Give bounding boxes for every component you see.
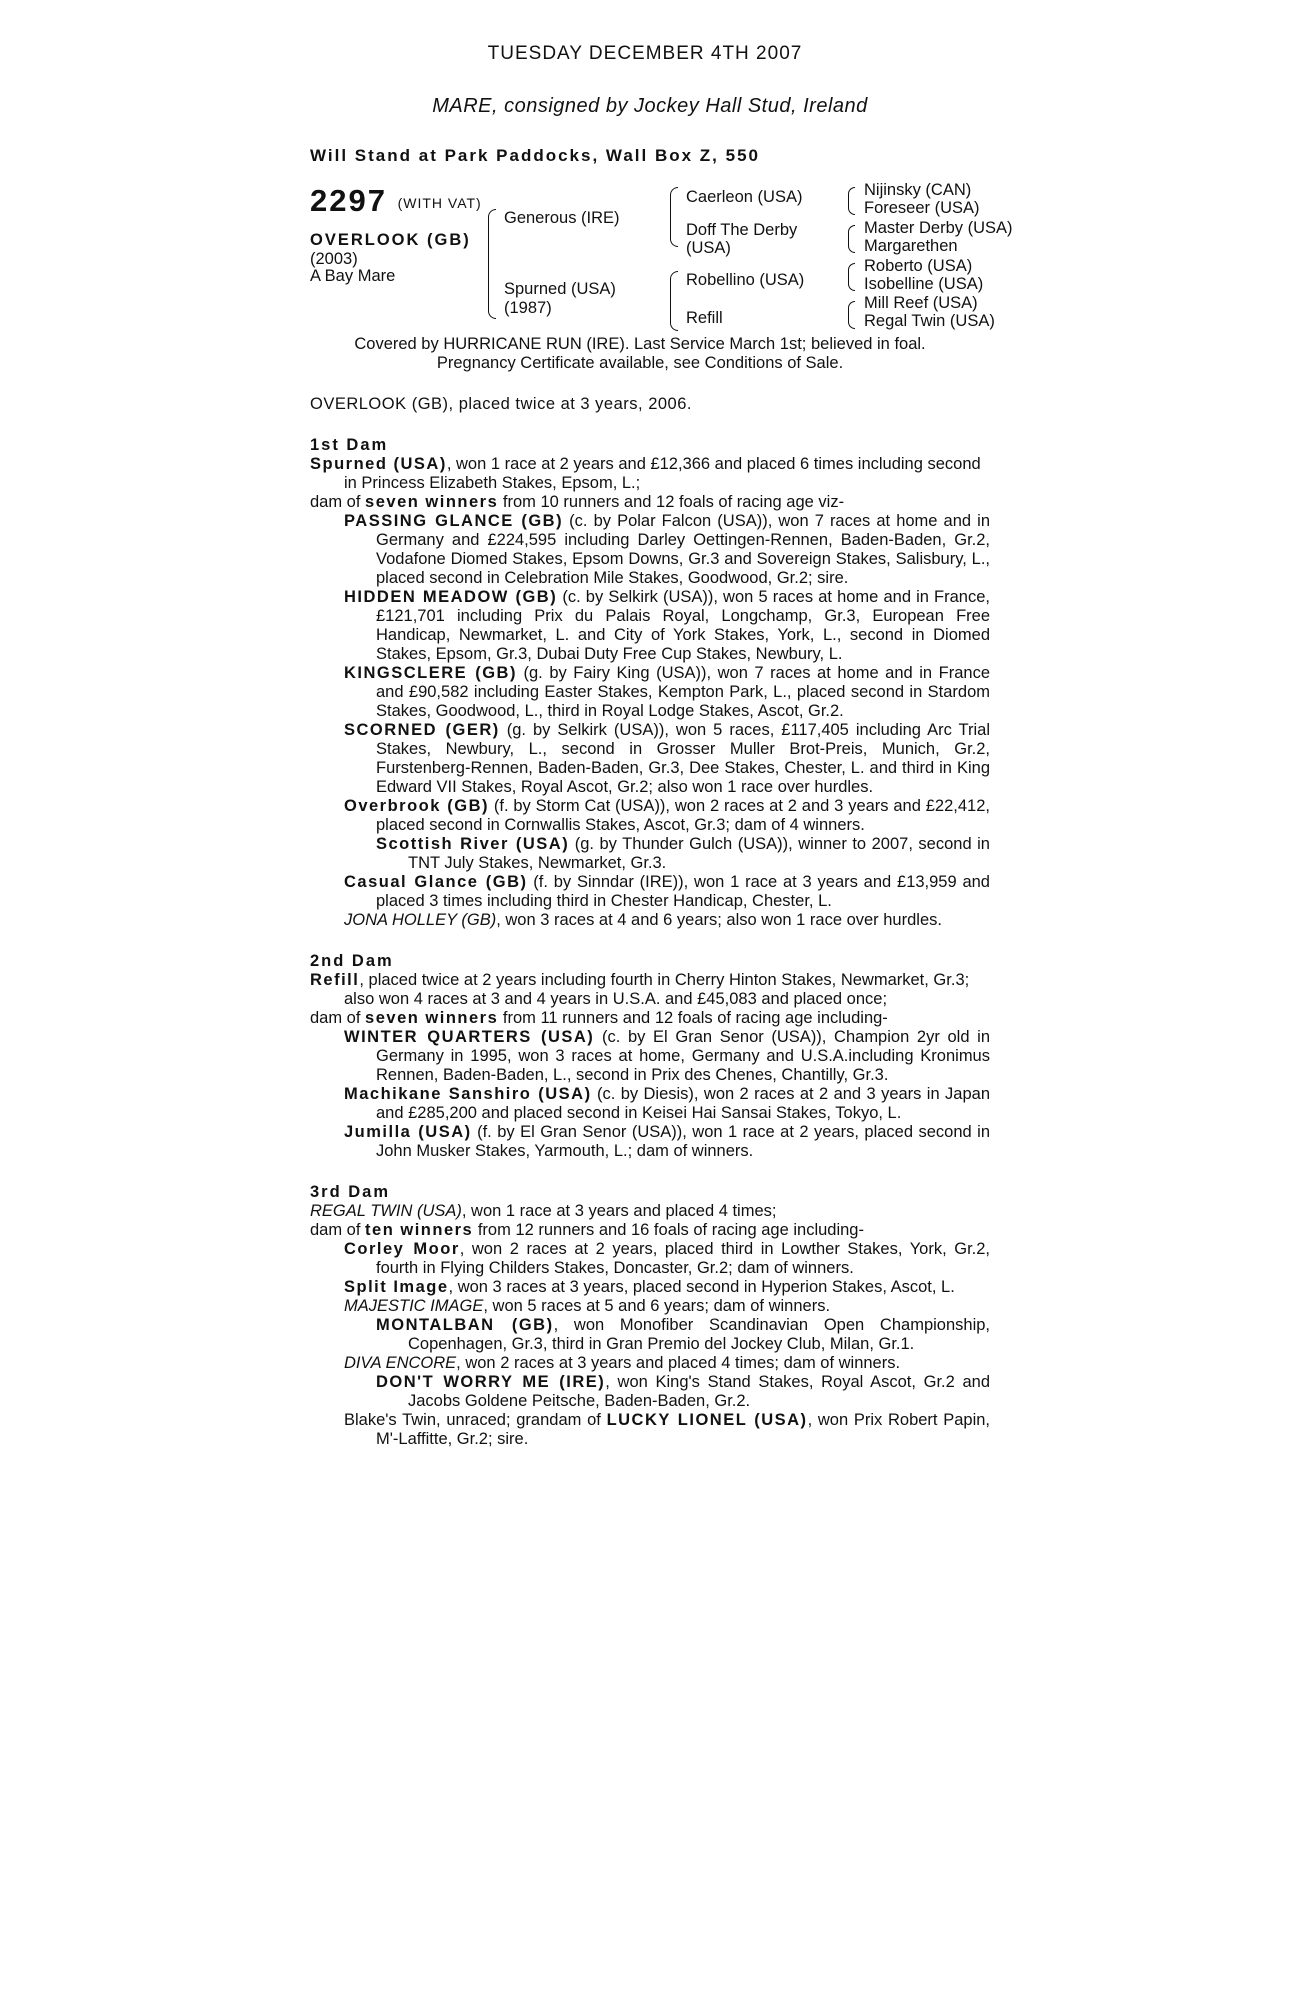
brace-sire-line [670, 187, 678, 247]
sale-date: TUESDAY DECEMBER 4TH 2007 [487, 43, 803, 64]
brace-g12 [848, 187, 855, 215]
produce-entry: MAJESTIC IMAGE, won 5 races at 5 and 6 years; dam of winners. [344, 1297, 831, 1315]
third-dam-heading: 3rd Dam [310, 1183, 391, 1201]
horse-year: (2003) [310, 250, 358, 268]
brace-sire-dam [488, 209, 496, 319]
produce-entry: HIDDEN MEADOW (GB) (c. by Selkirk (USA)), won 5 races at home and in France, £121,701 including Prix du Palais Royal, Longchamp, Gr.3, European Free Handicap, Newmarket, L. and City of York Stakes, York, L., second in Diomed Stakes, Epsom, Gr.3, Dubai Duty Free Cup Stakes, Newbury, L. [344, 588, 990, 663]
pedigree-sire-dam: Doff The Derby [686, 221, 798, 239]
third-dam-record: REGAL TWIN (USA), won 1 race at 3 years and placed 4 times; [310, 1202, 777, 1220]
first-dam-section [310, 436, 990, 930]
pedigree-g1: Nijinsky (CAN) [864, 181, 972, 199]
brace-dam-line [670, 271, 678, 331]
vat-note: (WITH VAT) [397, 194, 482, 211]
horse-description: A Bay Mare [310, 267, 396, 285]
pedigree-g5: Roberto (USA) [864, 257, 973, 275]
produce-entry: SCORNED (GER) (g. by Selkirk (USA)), won 5 races, £117,405 including Arc Trial Stakes, Newbury, L., second in Grosser Muller Brot-Preis, Munich, Gr.2, Furstenberg-Rennen, Baden-Baden, Gr.3, Dee Stakes, Chester, L. and third in King Edward VII Stakes, Royal Ascot, Gr.2; also won 1 race over hurdles. [344, 721, 990, 796]
pedigree-g6: Isobelline (USA) [864, 275, 984, 293]
produce-entry: KINGSCLERE (GB) (g. by Fairy King (USA)), won 7 races at home and in France and £90,582 including Easter Stakes, Kempton Park, L., placed second in Stardom Stakes, Goodwood, L., third in Royal Lodge Stakes, Ascot, Gr.2. [344, 664, 991, 720]
produce-sub-entry: DON'T WORRY ME (IRE), won King's Stand Stakes, Royal Ascot, Gr.2 and Jacobs Goldene Peitsche, Baden-Baden, Gr.2. [376, 1373, 991, 1410]
third-dam-produce-summary: dam of ten winners from 12 runners and 16 foals of racing age including- [310, 1221, 864, 1239]
consignment-line: MARE, consigned by Jockey Hall Stud, Ireland [432, 95, 868, 117]
pedigree-g3: Master Derby (USA) [864, 219, 1013, 237]
produce-entry: Corley Moor, won 2 races at 2 years, placed third in Lowther Stakes, York, Gr.2, fourth in Flying Childers Stakes, Doncaster, Gr.2; dam of winners. [344, 1240, 991, 1277]
produce-entry: JONA HOLLEY (GB), won 3 races at 4 and 6 years; also won 1 race over hurdles. [344, 911, 942, 929]
pedigree-g4: Margarethen [864, 237, 958, 255]
produce-entry: Jumilla (USA) (f. by El Gran Senor (USA)), won 1 race at 2 years, placed second in John Musker Stakes, Yarmouth, L.; dam of winners. [344, 1123, 990, 1160]
produce-sub-entry: MONTALBAN (GB), won Monofiber Scandinavian Open Championship, Copenhagen, Gr.3, third in Gran Premio del Jockey Club, Milan, Gr.1. [376, 1316, 990, 1353]
first-dam-heading: 1st Dam [310, 436, 389, 454]
first-dam-produce-summary: dam of seven winners from 10 runners and 12 foals of racing age viz- [310, 493, 845, 511]
pedigree-g8: Regal Twin (USA) [864, 312, 995, 330]
produce-entry: Casual Glance (GB) (f. by Sinndar (IRE)), won 1 race at 3 years and £13,959 and placed 3 times including third in Chester Handicap, Chester, L. [344, 873, 990, 910]
pedigree-dam-sire: Robellino (USA) [686, 271, 805, 289]
produce-sub-entry: Scottish River (USA) (g. by Thunder Gulch (USA)), winner to 2007, second in TNT July Stakes, Newmarket, Gr.3. [376, 835, 990, 872]
pedigree-dam-year: (1987) [504, 299, 552, 317]
pedigree-dam: Spurned (USA) [504, 280, 616, 298]
brace-g56 [848, 263, 855, 291]
produce-entry: PASSING GLANCE (GB) (c. by Polar Falcon (USA)), won 7 races at home and in Germany and £224,595 including Darley Oettingen-Rennen, Baden-Baden, Gr.2, Vodafone Diomed Stakes, Epsom Downs, Gr.3 and Sovereign Stakes, Salisbury, L., placed second in Celebration Mile Stakes, Goodwood, Gr.2; sire. [344, 512, 990, 587]
brace-g78 [848, 301, 855, 329]
pedigree-sire-sire: Caerleon (USA) [686, 188, 803, 206]
covered-line-1: Covered by HURRICANE RUN (IRE). Last Service March 1st; believed in foal. [354, 335, 926, 353]
second-dam-heading: 2nd Dam [310, 952, 394, 970]
pedigree-g2: Foreseer (USA) [864, 199, 980, 217]
covered-note [310, 335, 990, 373]
produce-entry: DIVA ENCORE, won 2 races at 3 years and placed 4 times; dam of winners. [344, 1354, 901, 1372]
produce-entry: Overbrook (GB) (f. by Storm Cat (USA)), won 2 races at 2 and 3 years and £22,412, placed second in Cornwallis Stakes, Ascot, Gr.3; dam of 4 winners. [344, 797, 990, 834]
second-dam-record: Refill, placed twice at 2 years including fourth in Cherry Hinton Stakes, Newmarket, Gr.3; also won 4 races at 3 and 4 years in U.S.A. and £45,083 and placed once; [310, 971, 970, 1008]
lot-number: 2297 (WITH VAT) [310, 183, 482, 218]
pedigree-sire-dam-country: (USA) [686, 239, 731, 257]
produce-entry: WINTER QUARTERS (USA) (c. by El Gran Senor (USA)), Champion 2yr old in Germany in 1995, won 3 races at home, Germany and U.S.A.including Kronimus Rennen, Baden-Baden, L., second in Prix des Chenes, Chantilly, Gr.3. [344, 1028, 991, 1084]
pedigree-dam-dam: Refill [686, 309, 723, 327]
pedigree-g7: Mill Reef (USA) [864, 294, 978, 312]
horse-name: OVERLOOK (GB) [310, 231, 471, 249]
produce-entry: Split Image, won 3 races at 3 years, placed second in Hyperion Stakes, Ascot, L. [344, 1278, 955, 1296]
third-dam-section [310, 1183, 990, 1449]
first-dam-record: Spurned (USA), won 1 race at 2 years and £12,366 and placed 6 times including second in Princess Elizabeth Stakes, Epsom, L.; [310, 455, 981, 492]
second-dam-produce-summary: dam of seven winners from 11 runners and 12 foals of racing age including- [310, 1009, 888, 1027]
catalogue-page [310, 43, 1013, 1449]
produce-entry: Machikane Sanshiro (USA) (c. by Diesis), won 2 races at 2 and 3 years in Japan and £285,200 and placed second in Keisei Hai Sansai Stakes, Tokyo, L. [344, 1085, 990, 1122]
pedigree-sire: Generous (IRE) [504, 209, 620, 227]
second-dam-section [310, 952, 990, 1161]
brace-g34 [848, 225, 855, 253]
pedigree-table [310, 181, 1013, 333]
covered-line-2: Pregnancy Certificate available, see Conditions of Sale. [436, 354, 844, 372]
stand-location: Will Stand at Park Paddocks, Wall Box Z, 550 [310, 146, 760, 165]
intro-line: OVERLOOK (GB), placed twice at 3 years, 2006. [310, 395, 692, 413]
produce-entry: Blake's Twin, unraced; grandam of LUCKY LIONEL (USA), won Prix Robert Papin, M'-Laffitte, Gr.2; sire. [344, 1411, 991, 1448]
